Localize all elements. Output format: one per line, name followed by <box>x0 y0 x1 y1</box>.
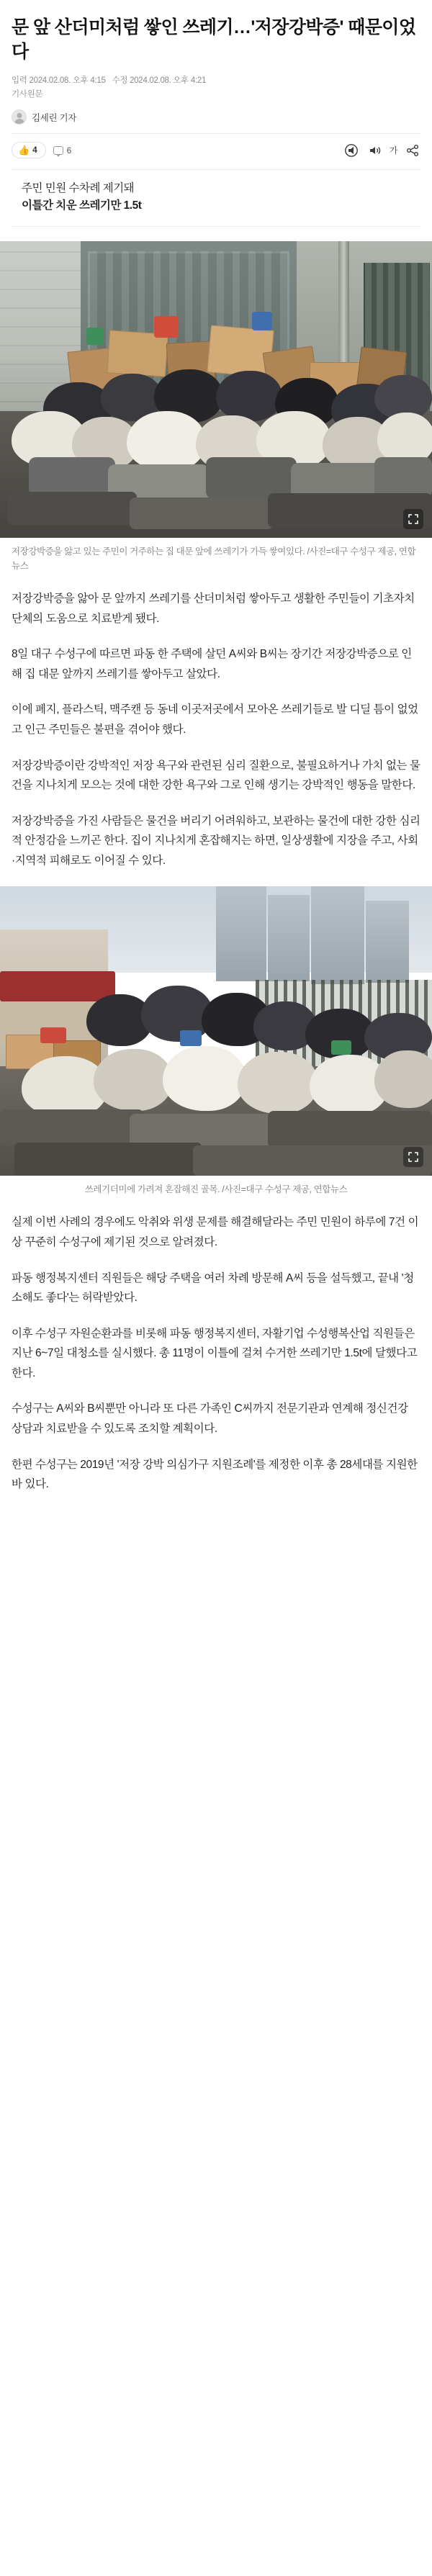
font-size-button[interactable]: 가 <box>389 145 397 156</box>
paragraph: 파동 행정복지센터 직원들은 해당 주택을 여러 차례 방문해 A씨 등을 설득했고, 끝내 '청소해도 좋다'는 허락받았다. <box>12 1271 414 1305</box>
listen-article-icon[interactable] <box>343 143 359 158</box>
thumbs-up-icon: 👍 <box>18 145 30 156</box>
paragraph: 이후 수성구 자원순환과를 비롯해 파동 행정복지센터, 자활기업 수성행복산업 직원들은 지난 6~7일 대청소를 실시했다. 총 11명이 이틀에 걸쳐 수거한 쓰레기만 1.5t에 달했다고 한다. <box>12 1327 418 1379</box>
expand-icon[interactable] <box>403 1147 423 1167</box>
paragraph: 저장강박증이란 강박적인 저장 욕구와 관련된 심리 질환으로, 불필요하거나 가치 없는 물건을 지나치게 모으는 것에 대한 강한 욕구와 그로 인해 생기는 강박적인 행동을 말한다. <box>12 759 420 792</box>
article-timestamps <box>12 74 420 86</box>
figure-2 <box>0 886 432 1197</box>
paragraph: 수성구는 A씨와 B씨뿐만 아니라 또 다른 가족인 C씨까지 전문기관과 연계해 정신건강 상담과 치료받을 수 있도록 조치할 계획이다. <box>12 1402 408 1436</box>
reaction-bar <box>0 134 432 166</box>
comment-count: 6 <box>66 145 72 156</box>
paragraph: 한편 수성구는 2019년 '저장 강박 의심가구 지원조례'를 제정한 이후 총 28세대를 지원한 바 있다. <box>12 1458 418 1491</box>
paragraph: 저장강박증을 가진 사람들은 물건을 버리기 어려워하고, 보관하는 물건에 대한 강한 심리적 안정감을 느끼곤 한다. 집이 지나치게 혼잡해지는 하면, 일상생활에 지장을 주고, 사회·지역적 피해로도 이어질 수 있다. <box>12 814 420 867</box>
volume-icon[interactable] <box>366 143 382 158</box>
recommend-button[interactable] <box>12 142 46 158</box>
article-summary <box>12 169 420 227</box>
expand-icon[interactable] <box>403 509 423 529</box>
byline-reporter-name: 김세린 기자 <box>32 112 77 123</box>
avatar <box>12 109 27 125</box>
article-photo-2[interactable] <box>0 886 432 1176</box>
paragraph: 저장강박증을 앓아 문 앞까지 쓰레기를 산더미처럼 쌓아두고 생활한 주민들이 기초자치단체의 도움으로 치료받게 됐다. <box>12 593 415 625</box>
paragraph: 8일 대구 수성구에 따르면 파동 한 주택에 살던 A씨와 B씨는 장기간 저장강박증으로 인해 집 대문 앞까지 쓰레기를 쌓아두고 살았다. <box>12 648 412 680</box>
updated-time: 수정 2024.02.08. 오후 4:21 <box>112 76 207 85</box>
article-header <box>0 0 432 133</box>
summary-line-2: 이틀간 치운 쓰레기만 1.5t <box>22 199 142 212</box>
recommend-count: 4 <box>32 145 37 155</box>
figure-caption-2: 쓰레기더미에 가려져 혼잡해진 골목. /사진=대구 수성구 제공, 연합뉴스 <box>84 1184 348 1195</box>
published-time: 입력 2024.02.08. 오후 4:15 <box>12 76 106 85</box>
byline[interactable] <box>12 107 420 133</box>
comment-bubble-icon <box>53 146 63 155</box>
summary-line-1: 주민 민원 수차례 제기돼 <box>22 182 135 194</box>
comment-button[interactable] <box>53 145 72 156</box>
figure-caption-1: 저장강박증을 앓고 있는 주민이 거주하는 집 대문 앞에 쓰레기가 가득 쌓여있다. /사진=대구 수성구 제공, 연합뉴스 <box>12 546 416 572</box>
source-link[interactable]: 기사원문 <box>12 90 43 99</box>
paragraph: 실제 이번 사례의 경우에도 악취와 위생 문제를 해결해달라는 주민 민원이 하루에 7건 이상 꾸준히 수성구에 제기된 것으로 알려졌다. <box>12 1216 419 1248</box>
figure-1 <box>0 241 432 573</box>
article-photo-1[interactable] <box>0 241 432 538</box>
paragraph: 이에 폐지, 플라스틱, 맥주캔 등 동네 이곳저곳에서 모아온 쓰레기들로 발 디딜 틈이 없었고 인근 주민들은 불편을 겪어야 했다. <box>12 703 418 736</box>
share-icon[interactable] <box>405 143 420 158</box>
page-title: 문 앞 산더미처럼 쌓인 쓰레기…'저장강박증' 때문이었다 <box>12 17 416 62</box>
